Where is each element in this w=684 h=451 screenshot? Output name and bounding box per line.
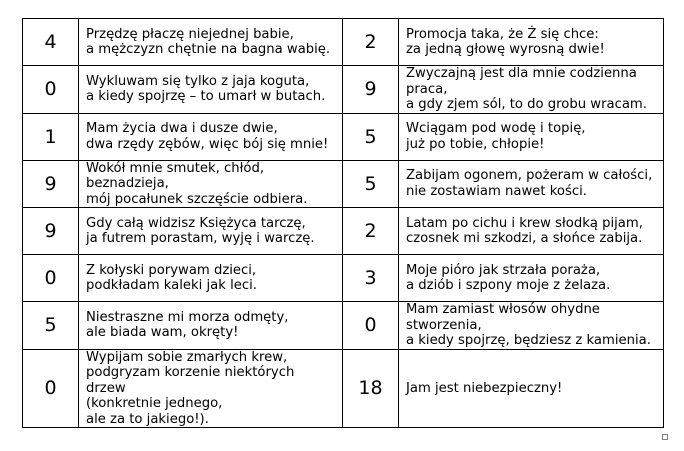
right-number-cell: 2	[343, 19, 399, 66]
right-number-cell: 3	[343, 255, 399, 302]
left-number-cell: 0	[23, 349, 79, 428]
table-row	[23, 302, 664, 350]
left-riddle-cell: Mam życia dwa i dusze dwie, dwa rzędy zębów, więc bój się mnie!	[79, 113, 343, 160]
left-number-cell: 9	[23, 208, 79, 255]
table-resize-handle[interactable]	[662, 434, 668, 440]
table-row	[23, 349, 664, 428]
left-riddle-cell: Wokół mnie smutek, chłód, beznadzieja, mój pocałunek szczęście odbiera.	[79, 160, 343, 208]
right-number-cell: 18	[343, 349, 399, 428]
right-number-cell: 9	[343, 66, 399, 114]
left-riddle-cell: Wypijam sobie zmarłych krew, podgryzam korzenie niektórych drzew (konkretnie jednego, ale za to jakiego!).	[79, 349, 343, 428]
table-row	[23, 255, 664, 302]
left-riddle-cell: Gdy całą widzisz Księżyca tarczę, ja futrem porastam, wyję i warczę.	[79, 208, 343, 255]
table-row	[23, 113, 664, 160]
right-riddle-cell: Latam po cichu i krew słodką pijam, czosnek mi szkodzi, a słońce zabija.	[399, 208, 664, 255]
right-riddle-cell: Zabijam ogonem, pożeram w całości, nie zostawiam nawet kości.	[399, 160, 664, 208]
left-riddle-cell: Niestraszne mi morza odmęty, ale biada wam, okręty!	[79, 302, 343, 350]
left-riddle-cell: Przędzę płaczę niejednej babie, a mężczyzn chętnie na bagna wabię.	[79, 19, 343, 66]
right-number-cell: 5	[343, 113, 399, 160]
right-riddle-cell: Promocja taka, że Ż się chce: za jedną głowę wyrosną dwie!	[399, 19, 664, 66]
left-riddle-cell: Z kołyski porywam dzieci, podkładam kaleki jak leci.	[79, 255, 343, 302]
riddle-table	[22, 18, 664, 428]
left-number-cell: 5	[23, 302, 79, 350]
table-row	[23, 19, 664, 66]
table-row	[23, 66, 664, 114]
right-number-cell: 2	[343, 208, 399, 255]
right-riddle-cell: Jam jest niebezpieczny!	[399, 349, 664, 428]
table-row	[23, 160, 664, 208]
right-riddle-cell: Moje pióro jak strzała poraża, a dziób i szpony moje z żelaza.	[399, 255, 664, 302]
left-number-cell: 4	[23, 19, 79, 66]
left-number-cell: 1	[23, 113, 79, 160]
right-riddle-cell: Mam zamiast włosów ohydne stworzenia, a kiedy spojrzę, będziesz z kamienia.	[399, 302, 664, 350]
left-number-cell: 0	[23, 66, 79, 114]
right-number-cell: 0	[343, 302, 399, 350]
left-riddle-cell: Wykluwam się tylko z jaja koguta, a kiedy spojrzę – to umarł w butach.	[79, 66, 343, 114]
right-number-cell: 5	[343, 160, 399, 208]
table-row	[23, 208, 664, 255]
right-riddle-cell: Zwyczajną jest dla mnie codzienna praca, a gdy zjem sól, to do grobu wracam.	[399, 66, 664, 114]
left-number-cell: 0	[23, 255, 79, 302]
left-number-cell: 9	[23, 160, 79, 208]
right-riddle-cell: Wciągam pod wodę i topię, już po tobie, chłopie!	[399, 113, 664, 160]
